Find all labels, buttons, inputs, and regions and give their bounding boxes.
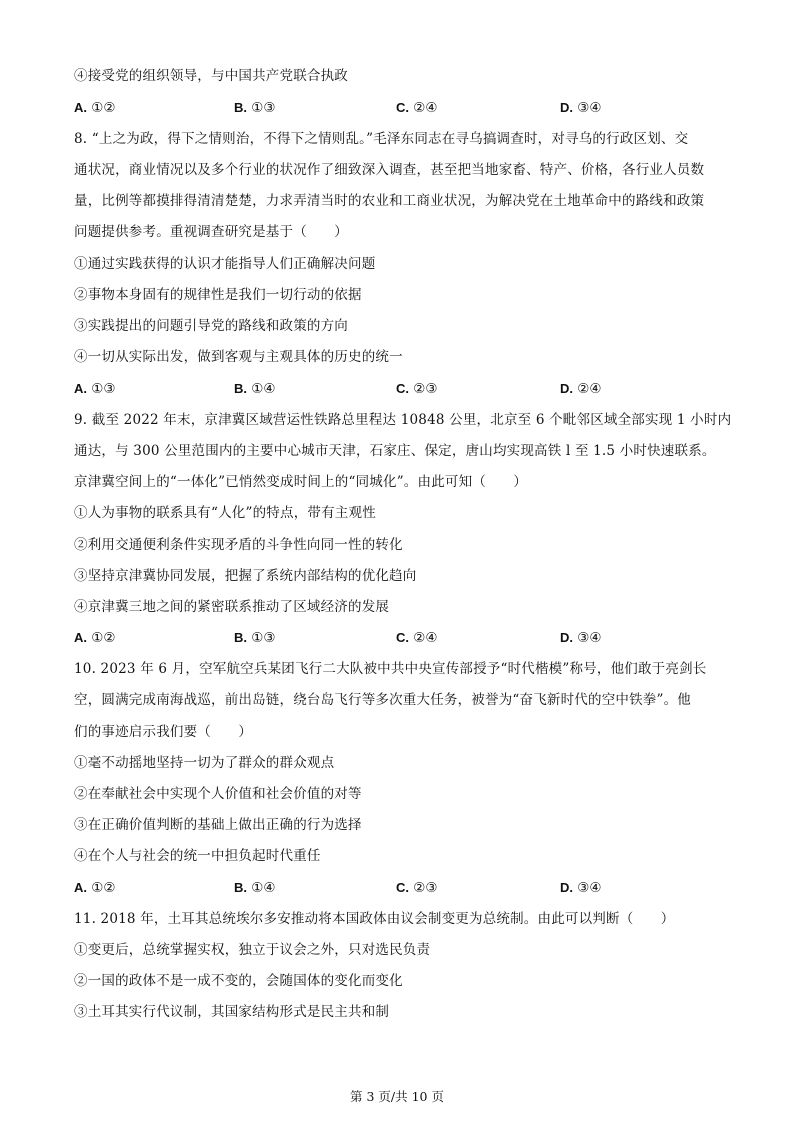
q10-option-b[interactable]: B. ①④	[234, 880, 276, 896]
q8-item-4: ④一切从实际出发，做到客观与主观具体的历史的统一	[74, 349, 403, 365]
q7-option-c[interactable]: C. ②④	[396, 100, 438, 116]
q7-option-d[interactable]: D. ③④	[560, 100, 602, 116]
q7-option-a[interactable]: A. ①②	[74, 100, 116, 116]
q8-option-a[interactable]: A. ①③	[74, 381, 116, 397]
q8-item-1: ①通过实践获得的认识才能指导人们正确解决问题	[74, 256, 376, 272]
q10-options	[74, 878, 724, 898]
q9-item-4: ④京津冀三地之间的紧密联系推动了区域经济的发展	[74, 599, 390, 615]
q9-option-b[interactable]: B. ①③	[234, 630, 276, 646]
q10-stem-line-2: 空，圆满完成南海战巡，前出岛链，绕台岛飞行等多次重大任务，被誉为“奋飞新时代的空中铁拳”。他	[74, 692, 692, 708]
q9-item-3: ③坚持京津冀协同发展，把握了系统内部结构的优化趋向	[74, 568, 417, 584]
q9-stem-line-3: 京津冀空间上的“一体化”已悄然变成时间上的“同城化”。由此可知（ ）	[74, 474, 528, 490]
q9-stem-line-1: 9. 截至 2022 年末，京津冀区域营运性铁路总里程达 10848 公里，北京至 6 个毗邻区域全部实现 1 小时内	[74, 412, 732, 428]
q10-item-3: ③在正确价值判断的基础上做出正确的行为选择	[74, 817, 362, 833]
q8-stem-line-3: 量，比例等都摸排得清清楚楚，力求弄清当时的农业和工商业状况，为解决党在土地革命中的路线和政策	[74, 193, 705, 209]
q10-item-1: ①毫不动摇地坚持一切为了群众的群众观点	[74, 755, 335, 771]
q8-option-c[interactable]: C. ②③	[396, 381, 438, 397]
q7-option-b[interactable]: B. ①③	[234, 100, 276, 116]
q8-stem-line-2: 通状况，商业情况以及多个行业的状况作了细致深入调查，甚至把当地家畜、特产、价格，各行业人员数	[74, 162, 705, 178]
q9-stem-line-2: 通达，与 300 公里范围内的主要中心城市天津，石家庄、保定，唐山均实现高铁 l 至 1.5 小时快速联系。	[74, 443, 716, 459]
q7-item-4: ④接受党的组织领导，与中国共产党联合执政	[74, 68, 348, 84]
page-footer: 第 3 页/共 10 页	[350, 1089, 444, 1104]
q10-stem-line-1: 10. 2023 年 6 月，空军航空兵某团飞行二大队被中共中央宣传部授予“时代楷模”称号，他们敢于亮剑长	[74, 661, 707, 677]
q8-item-2: ②事物本身固有的规律性是我们一切行动的依据	[74, 287, 362, 303]
q8-option-b[interactable]: B. ①④	[234, 381, 276, 397]
q9-options	[74, 628, 724, 648]
q8-stem-line-1: 8. “上之为政，得下之情则治，不得下之情则乱。”毛泽东同志在寻乌搞调查时，对寻乌的行政区划、交	[74, 131, 689, 147]
q11-stem-line-1: 11. 2018 年，土耳其总统埃尔多安推动将本国政体由议会制变更为总统制。由此可以判断（ ）	[74, 911, 675, 927]
q8-option-d[interactable]: D. ②④	[560, 381, 602, 397]
q9-option-a[interactable]: A. ①②	[74, 630, 116, 646]
q9-option-d[interactable]: D. ③④	[560, 630, 602, 646]
q9-item-1: ①人为事物的联系具有“人化”的特点，带有主观性	[74, 505, 376, 521]
q11-item-2: ②一国的政体不是一成不变的，会随国体的变化而变化	[74, 973, 403, 989]
q10-item-4: ④在个人与社会的统一中担负起时代重任	[74, 848, 321, 864]
q8-item-3: ③实践提出的问题引导党的路线和政策的方向	[74, 318, 348, 334]
q11-item-3: ③土耳其实行代议制，其国家结构形式是民主共和制	[74, 1004, 390, 1020]
q10-stem-line-3: 们的事迹启示我们要（ ）	[74, 724, 253, 740]
q10-option-d[interactable]: D. ③④	[560, 880, 602, 896]
q8-options	[74, 379, 724, 399]
q9-option-c[interactable]: C. ②④	[396, 630, 438, 646]
q10-item-2: ②在奉献社会中实现个人价值和社会价值的对等	[74, 786, 362, 802]
q10-option-c[interactable]: C. ②③	[396, 880, 438, 896]
q8-stem-line-4: 问题提供参考。重视调查研究是基于（ ）	[74, 224, 348, 240]
q7-options	[74, 98, 724, 118]
q11-item-1: ①变更后，总统掌握实权，独立于议会之外，只对选民负责	[74, 942, 431, 958]
q9-item-2: ②利用交通便利条件实现矛盾的斗争性向同一性的转化	[74, 537, 403, 553]
q10-option-a[interactable]: A. ①②	[74, 880, 116, 896]
